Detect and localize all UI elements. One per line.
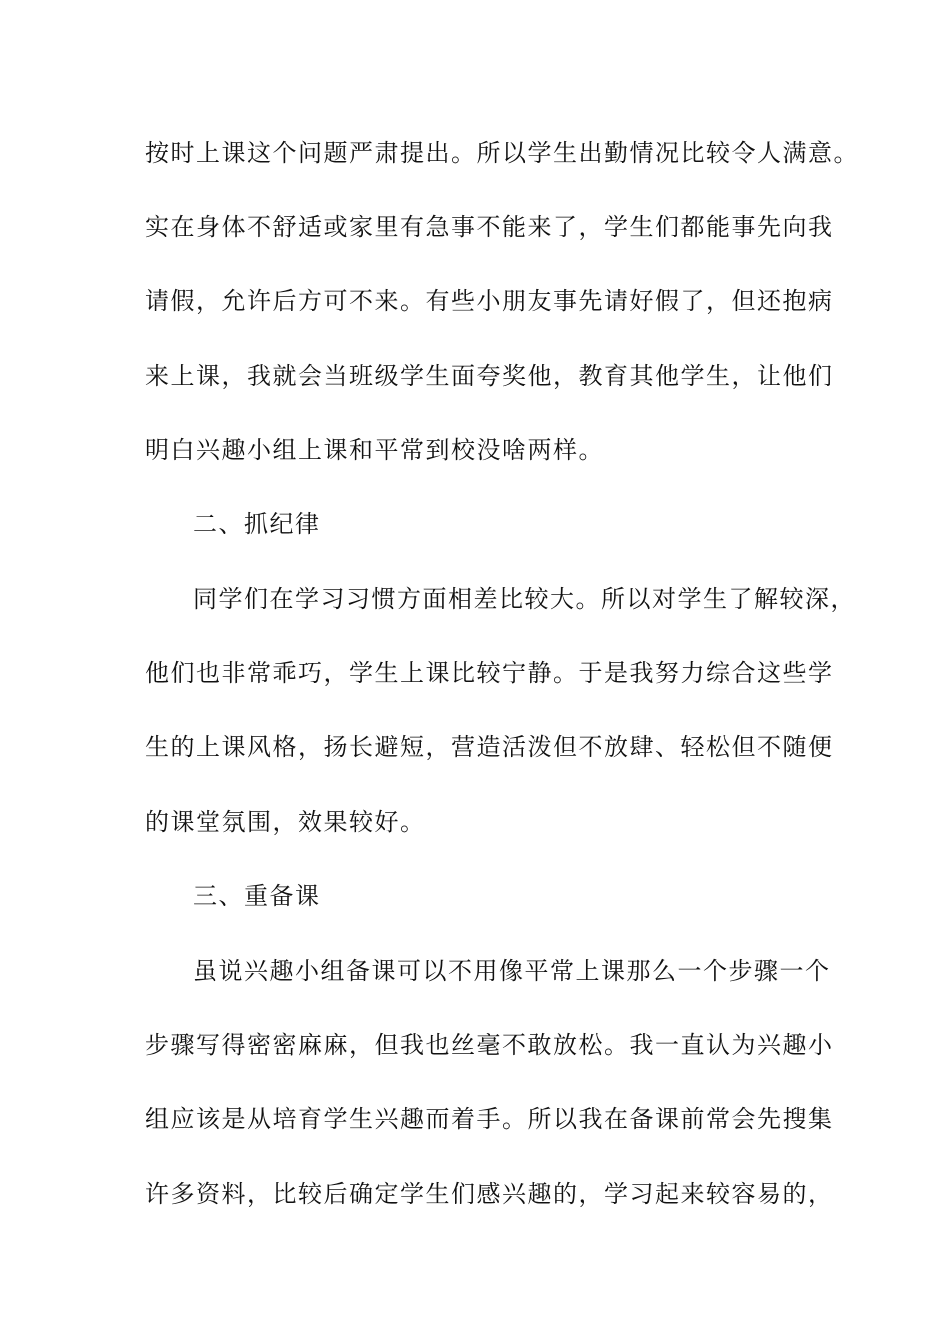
paragraph-line: 步骤写得密密麻麻，但我也丝毫不敢放松。我一直认为兴趣小: [145, 1031, 834, 1059]
paragraph-line: 请假，允许后方可不来。有些小朋友事先请好假了，但还抱病: [145, 287, 834, 315]
paragraph-line: 按时上课这个问题严肃提出。所以学生出勤情况比较令人满意。: [145, 139, 859, 167]
paragraph-line: 生的上课风格，扬长避短，营造活泼但不放肆、轻松但不随便: [145, 733, 834, 761]
paragraph-line: 的课堂氛围，效果较好。: [145, 808, 426, 836]
paragraph-line: 同学们在学习习惯方面相差比较大。所以对学生了解较深，: [193, 585, 856, 613]
paragraph-line: 他们也非常乖巧，学生上课比较宁静。于是我努力综合这些学: [145, 659, 834, 687]
section-heading: 三、重备课: [193, 882, 321, 910]
paragraph-line: 来上课，我就会当班级学生面夸奖他，教育其他学生，让他们: [145, 362, 834, 390]
paragraph-line: 组应该是从培育学生兴趣而着手。所以我在备课前常会先搜集: [145, 1105, 834, 1133]
paragraph-line: 虽说兴趣小组备课可以不用像平常上课那么一个步骤一个: [193, 957, 831, 985]
paragraph-line: 实在身体不舒适或家里有急事不能来了，学生们都能事先向我: [145, 213, 834, 241]
paragraph-line: 许多资料，比较后确定学生们感兴趣的，学习起来较容易的，: [145, 1180, 834, 1208]
section-heading: 二、抓纪律: [193, 510, 321, 538]
paragraph-line: 明白兴趣小组上课和平常到校没啥两样。: [145, 436, 604, 464]
